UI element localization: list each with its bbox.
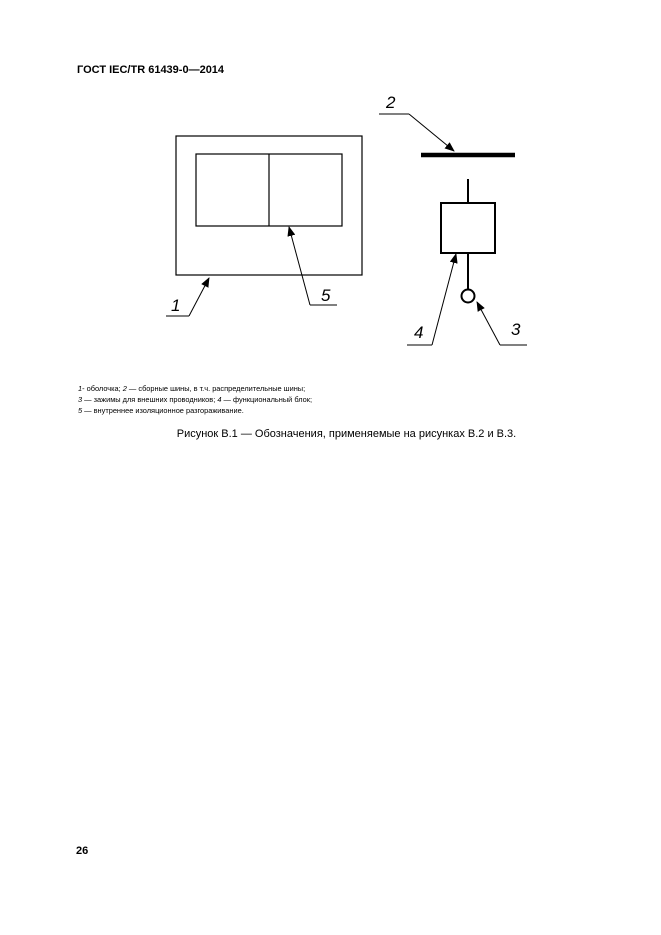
- callout-4: 4: [414, 323, 424, 342]
- callout-1: 1: [171, 296, 181, 315]
- figure-diagram: [0, 0, 661, 420]
- legend-line-1: 1- оболочка; 2 — сборные шины, в т.ч. распределительные шины;: [78, 384, 306, 393]
- page-number: 26: [76, 845, 89, 857]
- callout-5: 5: [321, 286, 331, 305]
- callout-3: 3: [511, 320, 521, 339]
- callout-2: 2: [386, 93, 396, 112]
- legend-line-2: 3 — зажимы для внешних проводников; 4 — функциональный блок;: [78, 395, 313, 404]
- figure-legend: [78, 383, 312, 416]
- document-header: ГОСТ IEC/TR 61439-0—2014: [77, 64, 225, 76]
- functional-unit: [441, 203, 495, 253]
- legend-line-3: 5 — внутреннее изоляционное разгораживание.: [78, 406, 244, 415]
- figure-caption: Рисунок В.1 — Обозначения, применяемые на рисунках В.2 и В.3.: [176, 428, 517, 440]
- terminal-symbol: [462, 290, 475, 303]
